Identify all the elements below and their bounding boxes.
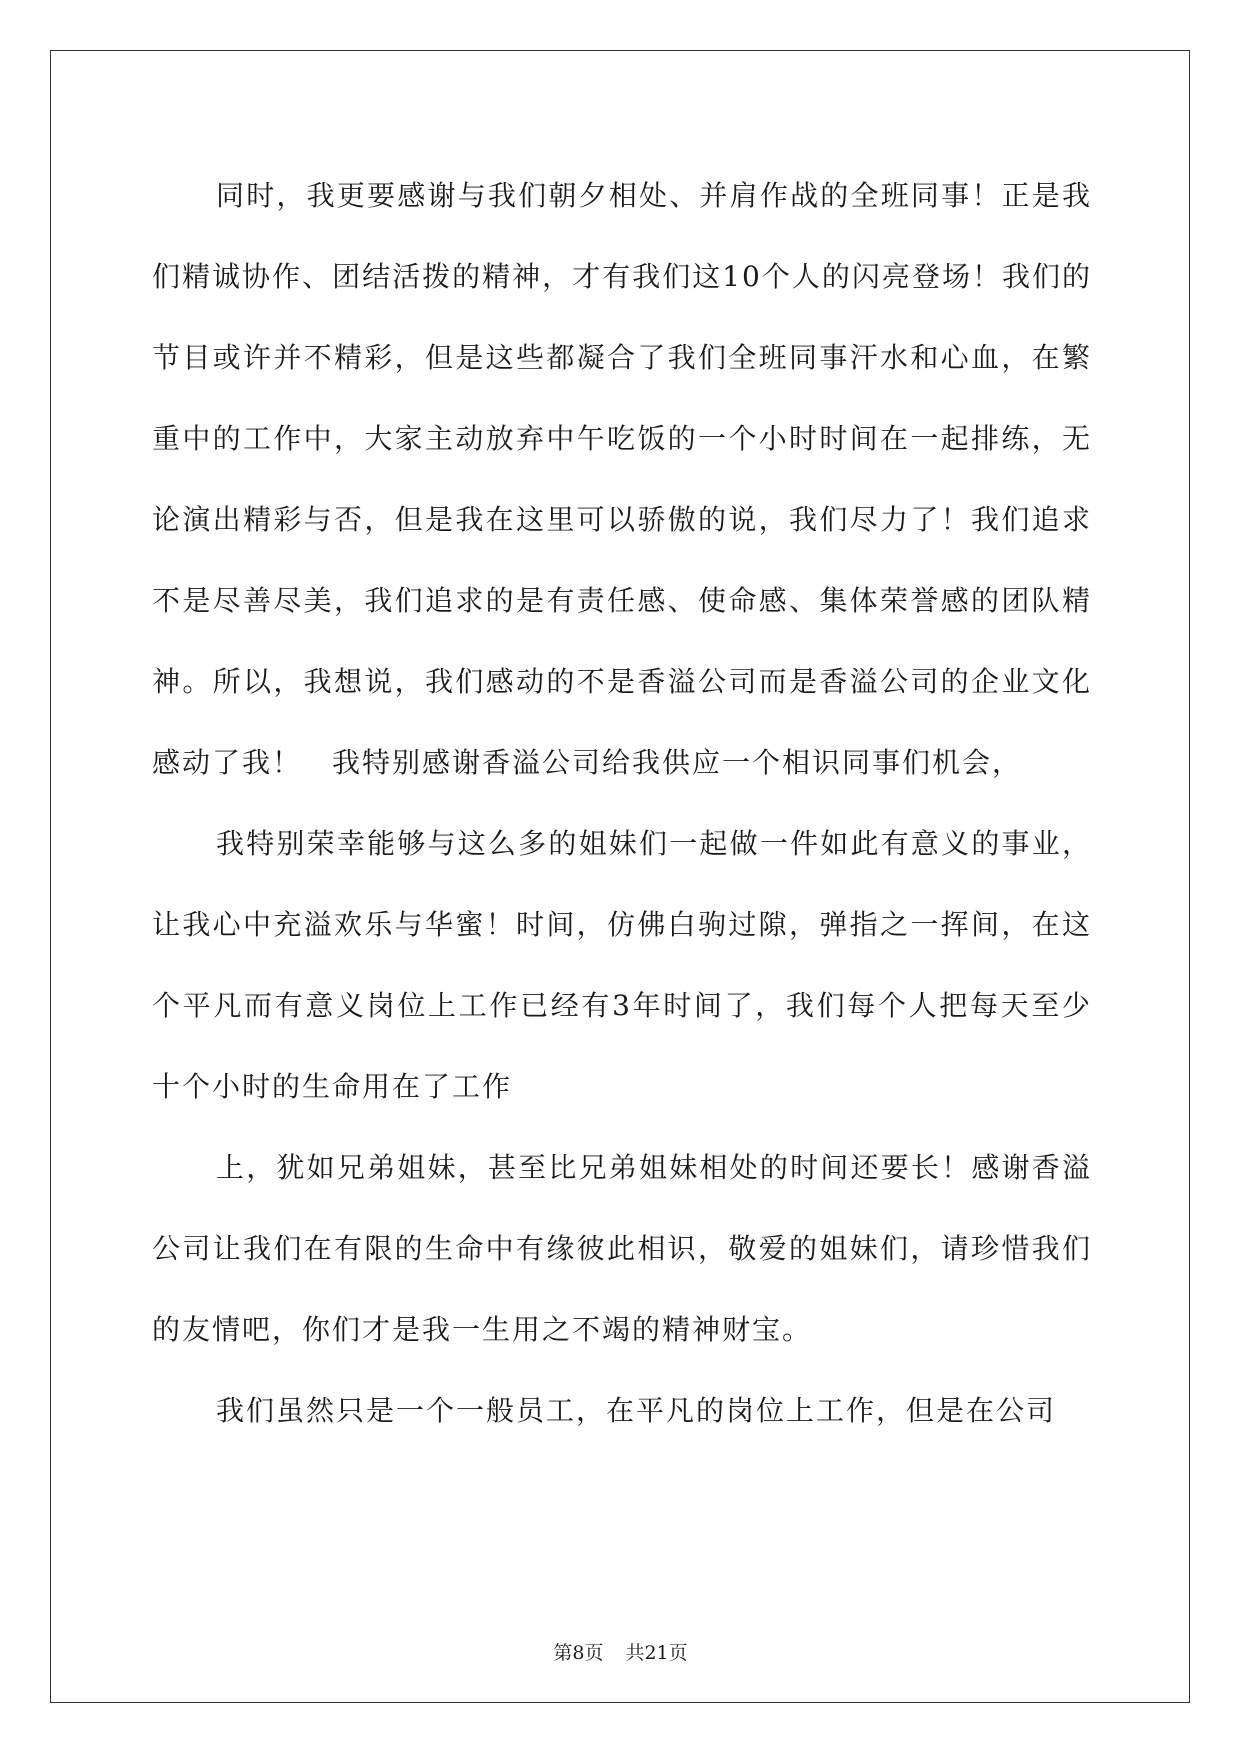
page-total: 共21页 <box>625 1642 688 1664</box>
paragraph-2: 我特别荣幸能够与这么多的姐妹们一起做一件如此有意义的事业，让我心中充溢欢乐与华蜜！时间，仿佛白驹过隙，弹指之一挥间，在这个平凡而有意义岗位上工作已经有3年时间了，我们每个人把每天至少十个小时的生命用在了工作 <box>152 827 1092 1103</box>
page-number: 第8页 <box>553 1642 604 1664</box>
document-body <box>152 155 1092 1451</box>
page-footer <box>0 1638 1241 1665</box>
paragraph-3: 上，犹如兄弟姐妹，甚至比兄弟姐妹相处的时间还要长！感谢香溢公司让我们在有限的生命中有缘彼此相识，敬爱的姐妹们，请珍惜我们的友情吧，你们才是我一生用之不竭的精神财宝。 <box>152 1151 1092 1346</box>
paragraph-1: 同时，我更要感谢与我们朝夕相处、并肩作战的全班同事！正是我们精诚协作、团结活拨的精神，才有我们这10个人的闪亮登场！我们的节目或许并不精彩，但是这些都凝合了我们全班同事汗水和心血，在繁重中的工作中，大家主动放弃中午吃饭的一个小时时间在一起排练，无论演出精彩与否，但是我在这里可以骄傲的说，我们尽力了！我们追求不是尽善尽美，我们追求的是有责任感、使命感、集体荣誉感的团队精神。所以，我想说，我们感动的不是香溢公司而是香溢公司的企业文化感动了我！ 我特别感谢香溢公司给我供应一个相识同事们机会， <box>152 179 1092 779</box>
paragraph-4: 我们虽然只是一个一般员工，在平凡的岗位上工作，但是在公司 <box>216 1394 1057 1427</box>
